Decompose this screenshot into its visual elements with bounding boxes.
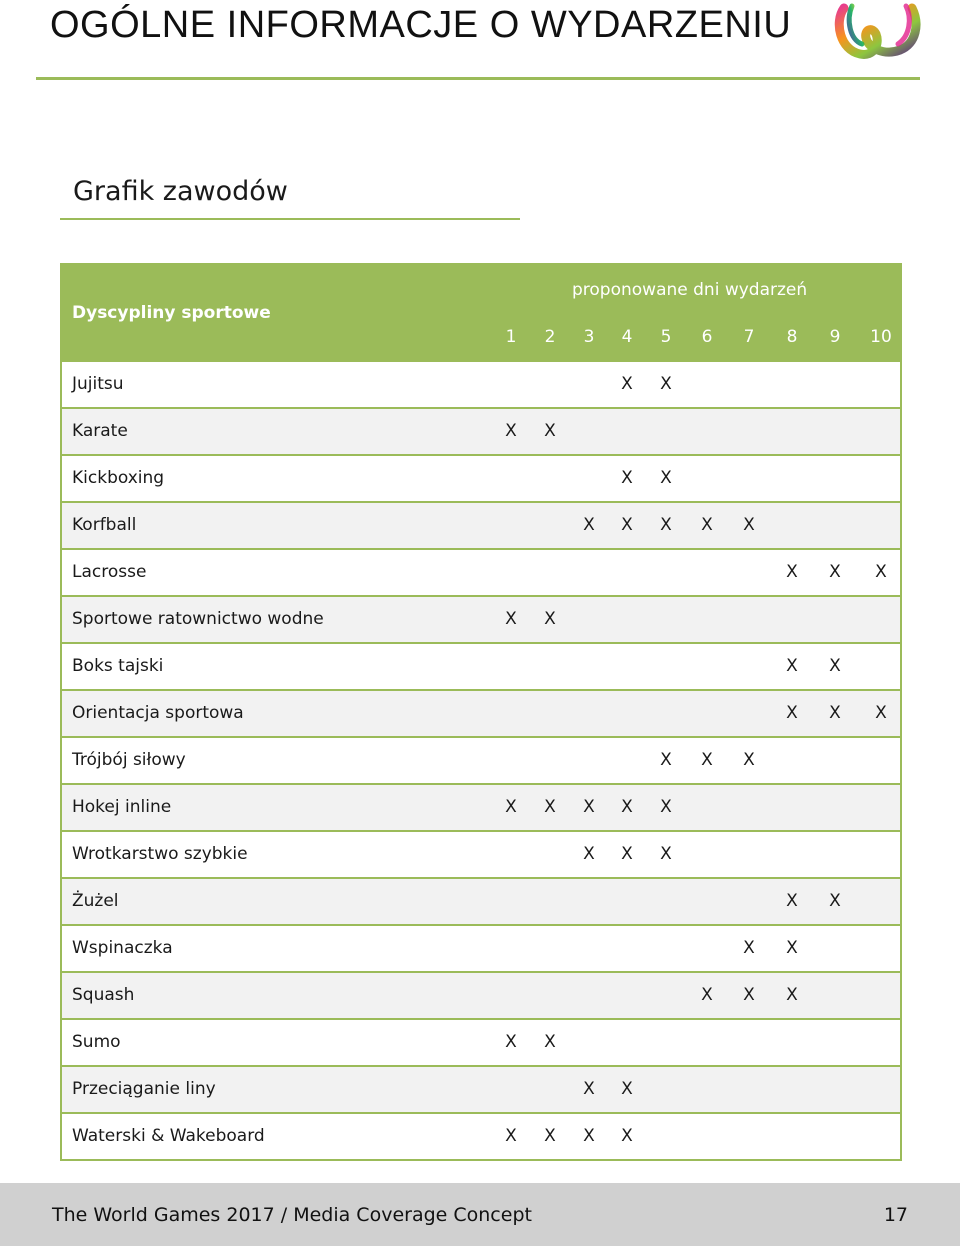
discipline-name: Boks tajski bbox=[72, 656, 164, 676]
schedule-mark: X bbox=[505, 1126, 517, 1146]
schedule-mark: X bbox=[505, 421, 517, 441]
section-title: Grafik zawodów bbox=[73, 176, 288, 207]
schedule-mark: X bbox=[743, 938, 755, 958]
schedule-mark: X bbox=[875, 562, 887, 582]
schedule-mark: X bbox=[660, 515, 672, 535]
discipline-name: Sportowe ratownictwo wodne bbox=[72, 609, 324, 629]
table-body bbox=[62, 360, 900, 1159]
schedule-mark: X bbox=[583, 797, 595, 817]
table-row bbox=[62, 924, 900, 971]
schedule-mark: X bbox=[701, 515, 713, 535]
schedule-mark: X bbox=[544, 797, 556, 817]
footer-text: The World Games 2017 / Media Coverage Concept bbox=[52, 1204, 532, 1226]
table-row bbox=[62, 689, 900, 736]
discipline-name: Waterski & Wakeboard bbox=[72, 1126, 265, 1146]
schedule-mark: X bbox=[829, 656, 841, 676]
discipline-name: Squash bbox=[72, 985, 135, 1005]
day-column-header: 10 bbox=[870, 327, 892, 347]
table-row bbox=[62, 1065, 900, 1112]
schedule-mark: X bbox=[583, 1079, 595, 1099]
discipline-name: Lacrosse bbox=[72, 562, 147, 582]
section-divider bbox=[60, 218, 520, 220]
proposed-days-header: proponowane dni wydarzeń bbox=[572, 280, 808, 300]
discipline-name: Orientacja sportowa bbox=[72, 703, 244, 723]
day-column-header: 3 bbox=[583, 327, 595, 347]
day-column-header: 5 bbox=[660, 327, 672, 347]
schedule-mark: X bbox=[583, 1126, 595, 1146]
schedule-mark: X bbox=[743, 750, 755, 770]
table-row bbox=[62, 736, 900, 783]
day-column-header: 1 bbox=[505, 327, 517, 347]
page-footer bbox=[0, 1183, 960, 1246]
schedule-mark: X bbox=[621, 1079, 633, 1099]
page-title: OGÓLNE INFORMACJE O WYDARZENIU bbox=[50, 4, 792, 46]
discipline-name: Hokej inline bbox=[72, 797, 172, 817]
table-row bbox=[62, 548, 900, 595]
schedule-mark: X bbox=[544, 1126, 556, 1146]
table-row bbox=[62, 1112, 900, 1159]
table-row bbox=[62, 360, 900, 407]
schedule-mark: X bbox=[621, 374, 633, 394]
schedule-mark: X bbox=[743, 985, 755, 1005]
schedule-mark: X bbox=[621, 1126, 633, 1146]
table-row bbox=[62, 595, 900, 642]
schedule-mark: X bbox=[743, 515, 755, 535]
table-row bbox=[62, 642, 900, 689]
day-column-header: 8 bbox=[786, 327, 798, 347]
schedule-mark: X bbox=[786, 985, 798, 1005]
schedule-mark: X bbox=[505, 609, 517, 629]
day-column-header: 6 bbox=[701, 327, 713, 347]
discipline-name: Karate bbox=[72, 421, 128, 441]
schedule-mark: X bbox=[621, 468, 633, 488]
schedule-mark: X bbox=[829, 562, 841, 582]
day-column-header: 7 bbox=[743, 327, 755, 347]
world-games-logo-icon bbox=[830, 0, 922, 62]
discipline-name: Wrotkarstwo szybkie bbox=[72, 844, 248, 864]
schedule-mark: X bbox=[660, 750, 672, 770]
schedule-mark: X bbox=[583, 515, 595, 535]
schedule-mark: X bbox=[829, 891, 841, 911]
table-header bbox=[62, 265, 900, 360]
table-row bbox=[62, 971, 900, 1018]
disciplines-column-header: Dyscypliny sportowe bbox=[72, 303, 271, 323]
table-row bbox=[62, 454, 900, 501]
schedule-mark: X bbox=[505, 797, 517, 817]
day-column-header: 2 bbox=[544, 327, 556, 347]
schedule-mark: X bbox=[621, 844, 633, 864]
schedule-mark: X bbox=[701, 750, 713, 770]
schedule-mark: X bbox=[621, 515, 633, 535]
table-row bbox=[62, 501, 900, 548]
schedule-mark: X bbox=[829, 703, 841, 723]
schedule-mark: X bbox=[875, 703, 887, 723]
table-row bbox=[62, 830, 900, 877]
schedule-mark: X bbox=[544, 1032, 556, 1052]
header-divider bbox=[36, 77, 920, 80]
discipline-name: Przeciąganie liny bbox=[72, 1079, 216, 1099]
schedule-mark: X bbox=[701, 985, 713, 1005]
discipline-name: Żużel bbox=[72, 891, 119, 911]
discipline-name: Wspinaczka bbox=[72, 938, 173, 958]
schedule-mark: X bbox=[786, 656, 798, 676]
schedule-mark: X bbox=[786, 938, 798, 958]
day-column-header: 9 bbox=[829, 327, 841, 347]
table-row bbox=[62, 407, 900, 454]
page-number: 17 bbox=[883, 1204, 908, 1226]
schedule-mark: X bbox=[544, 609, 556, 629]
day-column-header: 4 bbox=[621, 327, 633, 347]
discipline-name: Jujitsu bbox=[72, 374, 124, 394]
schedule-mark: X bbox=[786, 891, 798, 911]
table-row bbox=[62, 877, 900, 924]
discipline-name: Korfball bbox=[72, 515, 137, 535]
schedule-mark: X bbox=[660, 374, 672, 394]
schedule-mark: X bbox=[544, 421, 556, 441]
table-row bbox=[62, 1018, 900, 1065]
schedule-mark: X bbox=[505, 1032, 517, 1052]
schedule-mark: X bbox=[786, 703, 798, 723]
discipline-name: Kickboxing bbox=[72, 468, 165, 488]
discipline-name: Trójbój siłowy bbox=[72, 750, 186, 770]
schedule-mark: X bbox=[583, 844, 595, 864]
competition-schedule-table bbox=[60, 263, 902, 1161]
schedule-mark: X bbox=[660, 844, 672, 864]
schedule-mark: X bbox=[660, 797, 672, 817]
discipline-name: Sumo bbox=[72, 1032, 121, 1052]
schedule-mark: X bbox=[621, 797, 633, 817]
schedule-mark: X bbox=[786, 562, 798, 582]
schedule-mark: X bbox=[660, 468, 672, 488]
table-row bbox=[62, 783, 900, 830]
